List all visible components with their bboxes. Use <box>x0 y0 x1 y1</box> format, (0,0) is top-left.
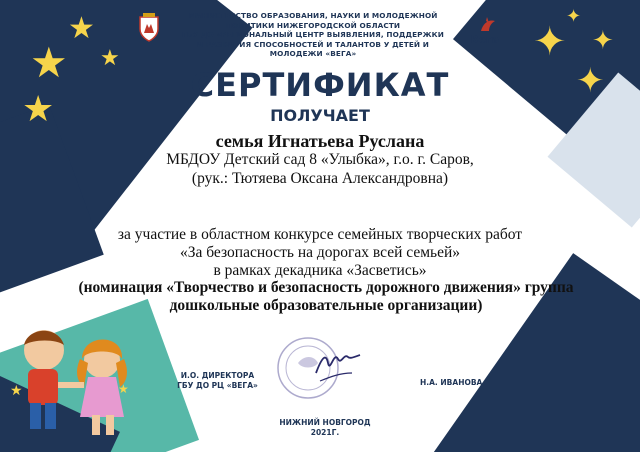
star-icon: ★ <box>68 11 95 46</box>
certificate-title: СЕРТИФИКАТ <box>190 66 450 104</box>
certificate-subtitle: ПОЛУЧАЕТ <box>270 106 370 125</box>
seal-stamp <box>276 333 366 403</box>
award-text-line: в рамках декадника «Засветись» <box>213 262 427 279</box>
recipient-organization: МБДОУ Детский сад 8 «Улыбка», г.о. г. Саров, <box>166 151 474 168</box>
signatory-title-line: И.О. ДИРЕКТОРА <box>180 371 255 380</box>
footer-place-date <box>270 418 380 437</box>
award-text-line: за участие в областном конкурсе семейных творческих работ <box>117 226 523 243</box>
vega-logo-text: Вега <box>470 33 500 46</box>
svg-text:★: ★ <box>118 382 129 396</box>
recipient-supervisor: (рук.: Тютяева Оксана Александровна) <box>191 170 449 187</box>
star-icon: ★ <box>22 89 55 130</box>
svg-text:★: ★ <box>10 383 23 399</box>
header-line: МОЛОДЕЖИ «ВЕГА» <box>269 49 357 59</box>
footer-year: 2021Г. <box>310 427 340 437</box>
star-icon: ★ <box>30 38 68 87</box>
nomination-text: (номинация «Творчество и безопасность дорожного движения» группа дошкольные образовательные организации) <box>78 279 574 314</box>
signatory-title-line: ГБУ ДО РЦ «ВЕГА» <box>177 380 258 390</box>
award-text-line: «За безопасность на дорогах всей семьей» <box>179 244 461 261</box>
star-icon: ✦ <box>592 26 614 56</box>
children-illustration <box>6 315 136 445</box>
coat-of-arms-icon <box>138 13 160 43</box>
issuer-header <box>158 11 468 59</box>
star-icon: ★ <box>100 46 120 71</box>
header-line: МИНИСТЕРСТВО ОБРАЗОВАНИЯ, НАУКИ И МОЛОДЕЖНОЙ <box>188 11 438 20</box>
signatory-name: Н.А. ИВАНОВА <box>420 378 483 387</box>
header-line: ГБУ ДО «РЕГИОНАЛЬНЫЙ ЦЕНТР ВЫЯВЛЕНИЯ, ПОДДЕРЖКИ <box>182 30 444 40</box>
footer-city: НИЖНИЙ НОВГОРОД <box>279 418 371 427</box>
star-icon: ✦ <box>566 6 582 27</box>
header-line: ПОЛИТИКИ НИЖЕГОРОДСКОЙ ОБЛАСТИ <box>225 20 401 30</box>
signatory-title <box>165 371 270 390</box>
header-line: И РАЗВИТИЯ СПОСОБНОСТЕЙ И ТАЛАНТОВ У ДЕТЕЙ И <box>197 39 429 49</box>
recipient-name: семья Игнатьева Руслана <box>215 131 425 151</box>
star-icon: ✦ <box>533 19 567 65</box>
star-icon: ✦ <box>576 61 605 101</box>
